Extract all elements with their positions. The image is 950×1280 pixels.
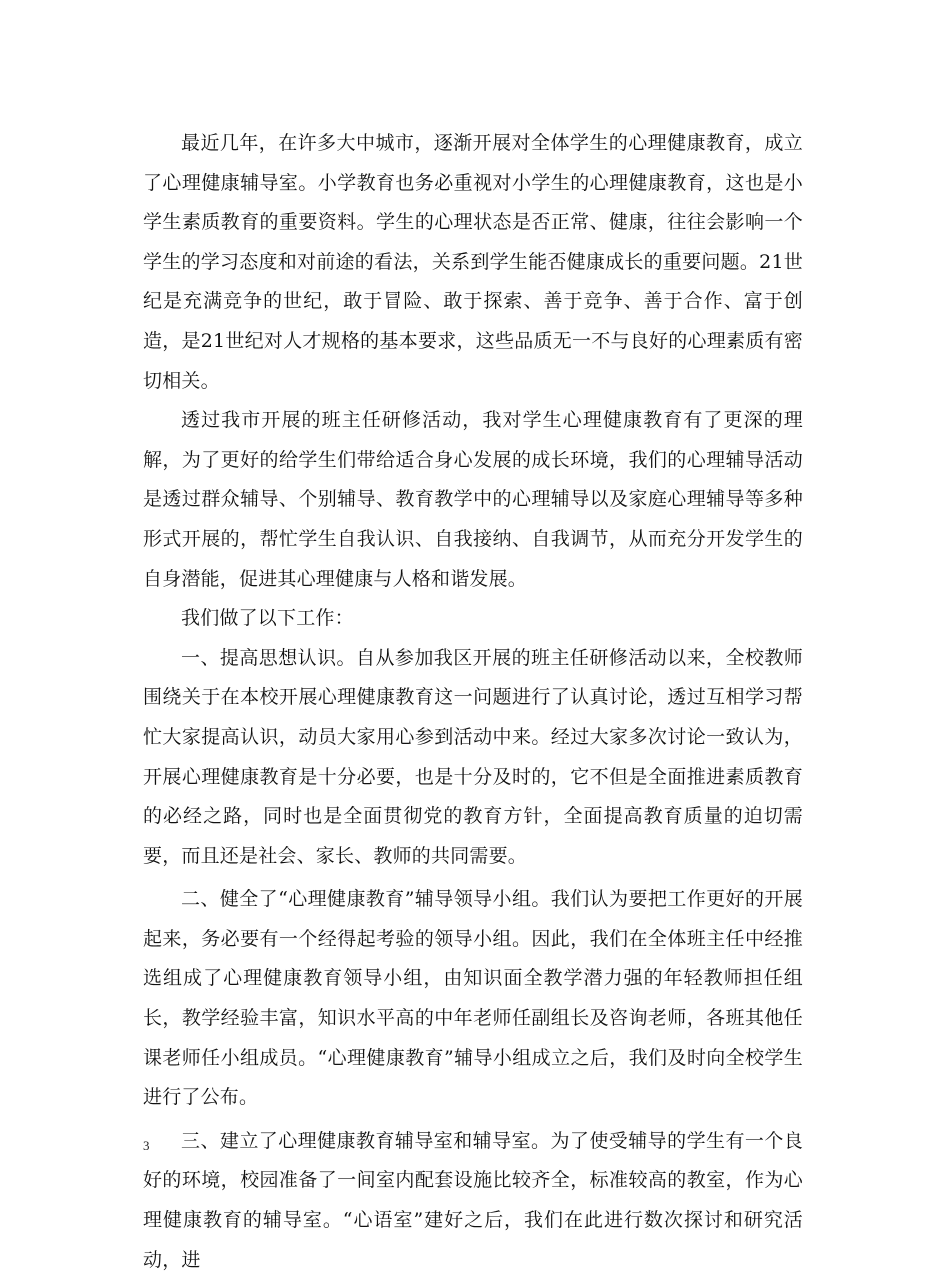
paragraph-3: 我们做了以下工作：	[181, 607, 354, 630]
paragraph-2: 透过我市开展的班主任研修活动，我对学生心理健康教育有了更深的理解，为了更好的给学生们带给适合身心发展的成长环境，我们的心理辅导活动是透过群众辅导、个别辅导、教育教学中的心理辅导以及家庭心理辅导等多种形式开展的，帮忙学生自我认识、自我接纳、自我调节，从而充分开发学生的自身潜能，促进其心理健康与人格和谐发展。	[143, 409, 803, 590]
paragraph-4: 一、提高思想认识。自从参加我区开展的班主任研修活动以来，全校教师围绕关于在本校开展心理健康教育这一问题进行了认真讨论，透过互相学习帮忙大家提高认识，动员大家用心参到活动中来。经过大家多次讨论一致认为，开展心理健康教育是十分必要，也是十分及时的，它不但是全面推进素质教育的必经之路，同时也是全面贯彻党的教育方针，全面提高教育质量的迫切需要，而且还是社会、家长、教师的共同需要。	[143, 646, 803, 867]
paragraph-5: 二、健全了“心理健康教育”辅导领导小组。我们认为要把工作更好的开展起来，务必要有一个经得起考验的领导小组。因此，我们在全体班主任中经推选组成了心理健康教育领导小组，由知识面全教学潜力强的年轻教师担任组长，教学经验丰富，知识水平高的中年老师任副组长及咨询老师，各班其他任课老师任小组成员。“心理健康教育”辅导小组成立之后，我们及时向全校学生进行了公布。	[143, 888, 803, 1109]
paragraph-6: 三、建立了心理健康教育辅导室和辅导室。为了使受辅导的学生有一个良好的环境，校园准备了一间室内配套设施比较齐全，标准较高的教室，作为心理健康教育的辅导室。“心语室”建好之后，我们在此进行数次探讨和研究活动，进	[143, 1129, 803, 1271]
page-number: 3	[143, 1138, 150, 1153]
document-body	[143, 124, 803, 1280]
paragraph-1: 最近几年，在许多大中城市，逐渐开展对全体学生的心理健康教育，成立了心理健康辅导室。小学教育也务必重视对小学生的心理健康教育，这也是小学生素质教育的重要资料。学生的心理状态是否正常、健康，往往会影响一个学生的学习态度和对前途的看法，关系到学生能否健康成长的重要问题。21世纪是充满竞争的世纪，敢于冒险、敢于探索、善于竞争、善于合作、富于创造，是21世纪对人才规格的基本要求，这些品质无一不与良好的心理素质有密切相关。	[143, 132, 803, 392]
